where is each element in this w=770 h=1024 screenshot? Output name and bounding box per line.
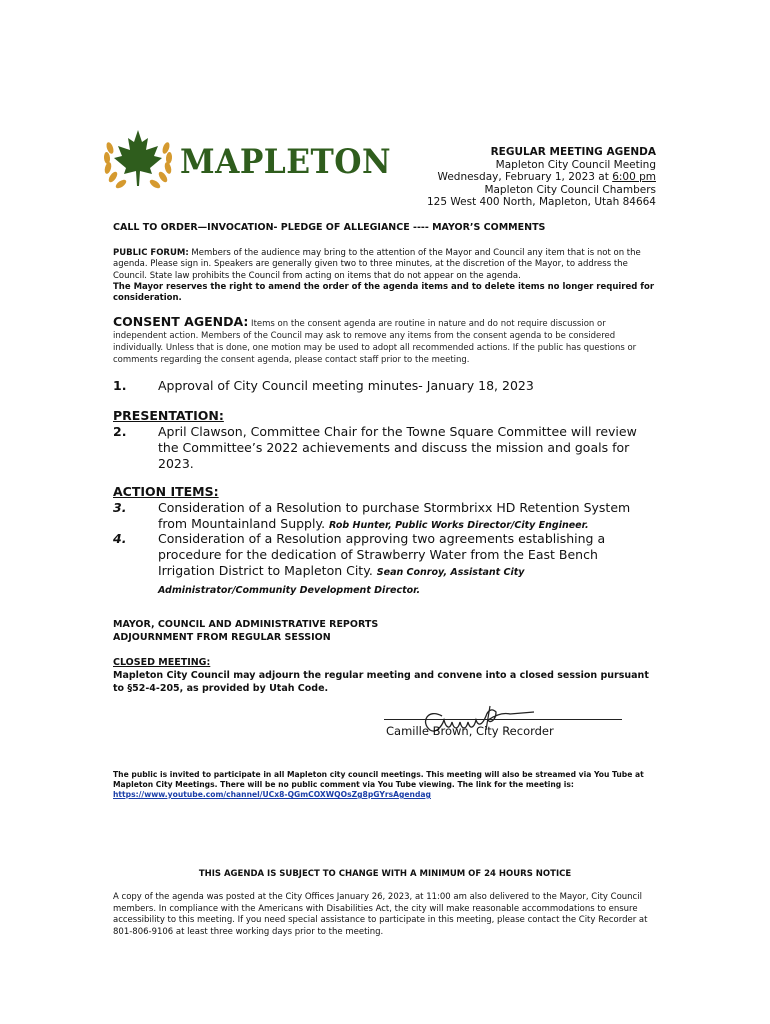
mayor-reserves-note: The Mayor reserves the right to amend the order of the agenda items and to delete items no longer required for consideration. — [113, 281, 655, 304]
consent-agenda-section — [113, 316, 658, 366]
change-notice: THIS AGENDA IS SUBJECT TO CHANGE WITH A MINIMUM OF 24 HOURS NOTICE — [198, 869, 572, 879]
maple-leaf-wreath-icon — [98, 126, 178, 196]
item-number: 4. — [113, 531, 127, 546]
adjournment-line: ADJOURNMENT FROM REGULAR SESSION — [113, 632, 331, 643]
agenda-item-1 — [113, 378, 658, 394]
item-presenter: Sean Conroy, Assistant City Administrator/Community Development Director. — [158, 567, 525, 596]
closed-meeting-heading: CLOSED MEETING: — [113, 657, 211, 668]
posting-notice: A copy of the agenda was posted at the City Offices January 26, 2023, at 11:00 am also delivered to the Mayor, City Council members. In compliance with the Americans with Disabilities Act, the city will make reasonable accommodations to ensure accessibility to this meeting. If you need special assistance to participate in this meeting, please contact the City Recorder at 801-806-9106 at least three working days prior to the meeting. — [113, 892, 648, 937]
agenda-item-4 — [113, 531, 658, 599]
signature-caption: Camille Brown, City Recorder — [386, 724, 554, 738]
meeting-name: Mapleton City Council Meeting — [495, 158, 656, 171]
item-text: Consideration of a Resolution approving two agreements establishing a procedure for the dedication of Strawberry Water from the East Bench Irrigation District to Mapleton City. — [158, 531, 606, 578]
meeting-address: 125 West 400 North, Mapleton, Utah 84664 — [427, 196, 656, 209]
item-number: 1. — [113, 378, 127, 393]
closed-meeting-text: Mapleton City Council may adjourn the regular meeting and convene into a closed session pursuant to §52-4-205, as provided by Utah Code. — [113, 670, 649, 694]
agenda-item-2 — [113, 424, 658, 472]
public-notice — [113, 770, 658, 800]
consent-agenda-label: CONSENT AGENDA: — [113, 314, 249, 329]
item-text: Consideration of a Resolution to purchase Stormbrixx HD Retention System from Mountainland Supply. — [158, 500, 631, 531]
meeting-header — [427, 146, 656, 209]
call-to-order: CALL TO ORDER—INVOCATION- PLEDGE OF ALLEGIANCE ---- MAYOR’S COMMENTS — [113, 222, 546, 233]
closed-meeting-section — [113, 656, 658, 695]
consent-agenda-text: Items on the consent agenda are routine in nature and do not require discussion or independent action. Members of the Council may ask to remove any items from the consent agenda to be considered individually. Unless that is done, one motion may be used to adopt all recommended actions. If the public has questions or comments regarding the consent agenda, please contact staff prior to the meeting. — [113, 319, 637, 365]
reports-section — [113, 618, 658, 644]
action-items-heading: ACTION ITEMS: — [113, 484, 219, 499]
agenda-item-3 — [113, 500, 658, 534]
item-number: 2. — [113, 424, 127, 439]
item-presenter: Rob Hunter, Public Works Director/City Engineer. — [329, 520, 589, 531]
meeting-datetime — [427, 171, 656, 184]
item-text: Approval of City Council meeting minutes- January 18, 2023 — [158, 378, 534, 393]
agenda-title: REGULAR MEETING AGENDA — [490, 146, 656, 158]
logo-wordmark: MAPLETON — [180, 142, 392, 182]
public-forum-text: Members of the audience may bring to the attention of the Mayor and Council any item that is not on the agenda. Please sign in. Speakers are generally given two to three minutes, at the discretion of the Mayor, to address the Council. State law prohibits the Council from acting on items that do not appear on the agenda. — [113, 248, 641, 281]
youtube-link[interactable]: https://www.youtube.com/channel/UCx8-QGmCOXWQOsZg8pGYrsAgendag — [113, 790, 431, 799]
public-forum-section — [113, 248, 658, 304]
meeting-date: Wednesday, February 1, 2023 at — [437, 171, 613, 184]
public-forum-label: PUBLIC FORUM: — [113, 248, 189, 258]
public-notice-text: The public is invited to participate in all Mapleton city council meetings. This meeting will also be streamed via You Tube at Mapleton City Meetings. There will be no public comment via You Tube viewing. The link for the meeting is: — [113, 770, 644, 789]
meeting-time: 6:00 pm — [612, 171, 656, 184]
meeting-location: Mapleton City Council Chambers — [484, 183, 656, 196]
item-number: 3. — [113, 500, 127, 515]
signature-line — [384, 719, 622, 720]
presentation-heading: PRESENTATION: — [113, 408, 224, 423]
reports-line: MAYOR, COUNCIL AND ADMINISTRATIVE REPORTS — [113, 619, 379, 630]
item-text: April Clawson, Committee Chair for the Towne Square Committee will review the Committee’s 2022 achievements and discuss the mission and goals for 2023. — [158, 424, 637, 471]
mapleton-logo — [98, 126, 392, 196]
